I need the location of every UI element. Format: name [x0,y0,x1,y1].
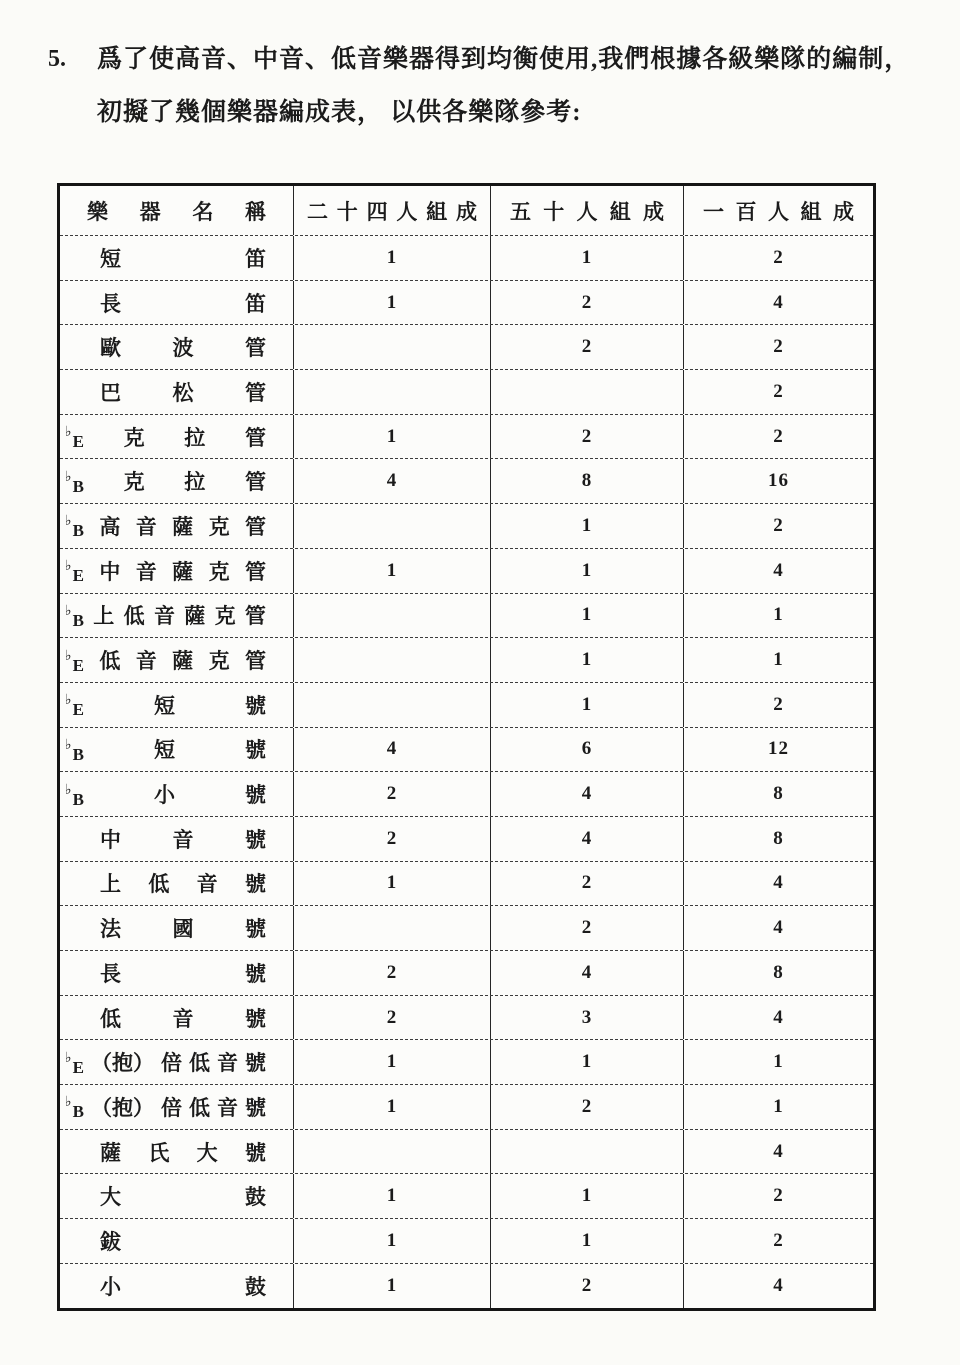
count-cell-50-person: 1 [490,549,683,593]
instrument-name-cell: ♭ B 克 拉 管 [65,469,266,496]
table-row [60,324,873,369]
count-cell-24-person: 1 [293,1085,490,1129]
count-cell-100-person: 4 [683,906,873,950]
instrument-name-cell: 低 音 號 [100,1006,266,1031]
instrument-name-cell: 法 國 號 [100,917,266,942]
count-cell-100-person: 1 [683,638,873,682]
table-row [60,905,873,950]
count-cell-50-person: 1 [490,1219,683,1263]
table-row [60,682,873,727]
flat-prefix: ♭ E [65,648,84,675]
table-row [60,503,873,548]
flat-prefix: ♭ B [65,603,84,630]
count-cell-24-person [293,1130,490,1174]
table-row [60,593,873,638]
instrument-name-cell: 鈸 [100,1229,121,1254]
table-row [60,816,873,861]
count-cell-24-person [293,683,490,727]
count-cell-100-person: 4 [683,1130,873,1174]
count-cell-100-person: 8 [683,951,873,995]
count-cell-100-person: 12 [683,728,873,772]
count-cell-50-person: 2 [490,415,683,459]
count-cell-50-person: 6 [490,728,683,772]
flat-prefix: ♭ B [65,737,84,764]
count-cell-100-person: 2 [683,415,873,459]
count-cell-50-person: 4 [490,951,683,995]
count-cell-24-person: 2 [293,772,490,816]
intro-line-2: 初擬了幾個樂器編成表， 以供各樂隊參考: [97,99,582,126]
count-cell-50-person: 1 [490,638,683,682]
count-cell-50-person: 2 [490,862,683,906]
count-cell-24-person: 4 [293,459,490,503]
count-cell-24-person: 1 [293,1174,490,1218]
flat-prefix: ♭ B [65,1095,84,1122]
table-row [60,950,873,995]
flat-prefix: ♭ E [65,693,84,720]
count-cell-100-person: 16 [683,459,873,503]
table-row [60,414,873,459]
flat-sign: ♭ [65,559,72,575]
count-cell-100-person: 4 [683,862,873,906]
count-cell-24-person: 1 [293,281,490,325]
count-cell-24-person: 1 [293,1219,490,1263]
count-cell-100-person: 2 [683,1174,873,1218]
table-row [60,861,873,906]
instrument-name-cell: ♭ B 小 號 [65,782,266,809]
count-cell-50-person: 2 [490,1264,683,1308]
instrument-name-cell: 薩 氏 大 號 [100,1140,266,1165]
table-row [60,995,873,1040]
table-header-row [60,186,873,235]
count-cell-100-person: 2 [683,1219,873,1263]
count-cell-100-person: 8 [683,772,873,816]
intro-line-1: 爲了使高音、中音、低音樂器得到均衡使用,我們根據各級樂隊的編制， [97,46,911,73]
flat-sign: ♭ [65,782,72,798]
instrument-name-cell: 歐 波 管 [100,336,266,361]
flat-prefix: ♭ B [65,782,84,809]
flat-prefix: ♭ E [65,425,84,452]
count-cell-24-person [293,906,490,950]
instrument-name-cell: 短 笛 [100,246,266,271]
count-cell-100-person: 2 [683,236,873,280]
count-cell-24-person [293,504,490,548]
instrument-name-cell: ♭ E 中 音 薩 克 管 [65,559,266,586]
table-row [60,1218,873,1263]
instrument-name-cell: ♭ B （抱） 倍 低 音 號 [65,1095,266,1122]
count-cell-50-person: 4 [490,772,683,816]
count-cell-100-person: 2 [683,325,873,369]
count-cell-100-person: 1 [683,1040,873,1084]
table-row [60,727,873,772]
count-cell-100-person: 2 [683,370,873,414]
count-cell-100-person: 4 [683,549,873,593]
count-cell-50-person: 3 [490,996,683,1040]
count-cell-50-person: 8 [490,459,683,503]
flat-prefix: ♭ B [65,514,84,541]
instrument-name-cell: ♭ E 克 拉 管 [65,425,266,452]
instrument-name-cell: 中 音 號 [100,827,266,852]
count-cell-24-person: 1 [293,862,490,906]
intro-paragraph [48,44,924,129]
table-row [60,1039,873,1084]
count-cell-100-person: 2 [683,683,873,727]
table-row [60,548,873,593]
column-header-50-person: 五 十 人 組 成 [490,186,683,235]
instrument-name-cell: 上 低 音 號 [100,872,266,897]
count-cell-100-person: 8 [683,817,873,861]
instrument-name-cell: 長 號 [100,961,266,986]
count-cell-50-person [490,370,683,414]
intro-text [97,44,924,129]
count-cell-100-person: 4 [683,1264,873,1308]
count-cell-24-person: 1 [293,549,490,593]
table-row [60,1263,873,1308]
instrument-name-cell: ♭ B 上 低 音 薩 克 管 [65,603,266,630]
count-cell-24-person: 2 [293,996,490,1040]
flat-sign: ♭ [65,514,72,530]
instrument-name-cell: 巴 松 管 [100,380,266,405]
count-cell-24-person: 2 [293,951,490,995]
column-header-instrument-name: 樂 器 名 稱 [87,199,266,224]
count-cell-24-person: 4 [293,728,490,772]
instrument-name-cell: ♭ E 低 音 薩 克 管 [65,648,266,675]
flat-sign: ♭ [65,1050,72,1066]
instrument-name-cell: 小 鼓 [100,1274,266,1299]
count-cell-100-person: 1 [683,1085,873,1129]
count-cell-50-person: 2 [490,906,683,950]
flat-prefix: ♭ E [65,559,84,586]
table-row [60,637,873,682]
count-cell-50-person: 1 [490,236,683,280]
count-cell-100-person: 4 [683,281,873,325]
table-row [60,1129,873,1174]
count-cell-24-person [293,594,490,638]
count-cell-50-person: 4 [490,817,683,861]
count-cell-100-person: 2 [683,504,873,548]
count-cell-24-person: 1 [293,1264,490,1308]
count-cell-100-person: 1 [683,594,873,638]
count-cell-50-person [490,1130,683,1174]
count-cell-50-person: 2 [490,325,683,369]
flat-prefix: ♭ E [65,1050,84,1077]
count-cell-100-person: 4 [683,996,873,1040]
paragraph-number: 5. [48,46,66,72]
flat-sign: ♭ [65,737,72,753]
flat-sign: ♭ [65,648,72,664]
table-row [60,1173,873,1218]
flat-sign: ♭ [65,693,72,709]
count-cell-24-person [293,325,490,369]
count-cell-24-person: 2 [293,817,490,861]
count-cell-50-person: 2 [490,281,683,325]
count-cell-50-person: 2 [490,1085,683,1129]
instrument-name-cell: ♭ B 高 音 薩 克 管 [65,514,266,541]
instrument-name-cell: 大 鼓 [100,1185,266,1210]
table-row [60,280,873,325]
instrument-name-cell: ♭ E （抱） 倍 低 音 號 [65,1050,266,1077]
table-row [60,369,873,414]
flat-prefix: ♭ B [65,469,84,496]
count-cell-24-person [293,370,490,414]
count-cell-50-person: 1 [490,1040,683,1084]
flat-sign: ♭ [65,469,72,485]
count-cell-24-person: 1 [293,415,490,459]
count-cell-24-person [293,638,490,682]
count-cell-50-person: 1 [490,504,683,548]
flat-sign: ♭ [65,425,72,441]
count-cell-50-person: 1 [490,1174,683,1218]
table-row [60,235,873,280]
instrument-table [57,183,876,1311]
column-header-100-person: 一 百 人 組 成 [683,186,873,235]
count-cell-50-person: 1 [490,594,683,638]
count-cell-50-person: 1 [490,683,683,727]
count-cell-24-person: 1 [293,236,490,280]
column-header-24-person: 二 十 四 人 組 成 [293,186,490,235]
instrument-name-cell: 長 笛 [100,291,266,316]
table-row [60,771,873,816]
instrument-name-cell: ♭ E 短 號 [65,693,266,720]
table-row [60,1084,873,1129]
table-row [60,458,873,503]
count-cell-24-person: 1 [293,1040,490,1084]
instrument-name-cell: ♭ B 短 號 [65,737,266,764]
flat-sign: ♭ [65,1095,72,1111]
flat-sign: ♭ [65,603,72,619]
